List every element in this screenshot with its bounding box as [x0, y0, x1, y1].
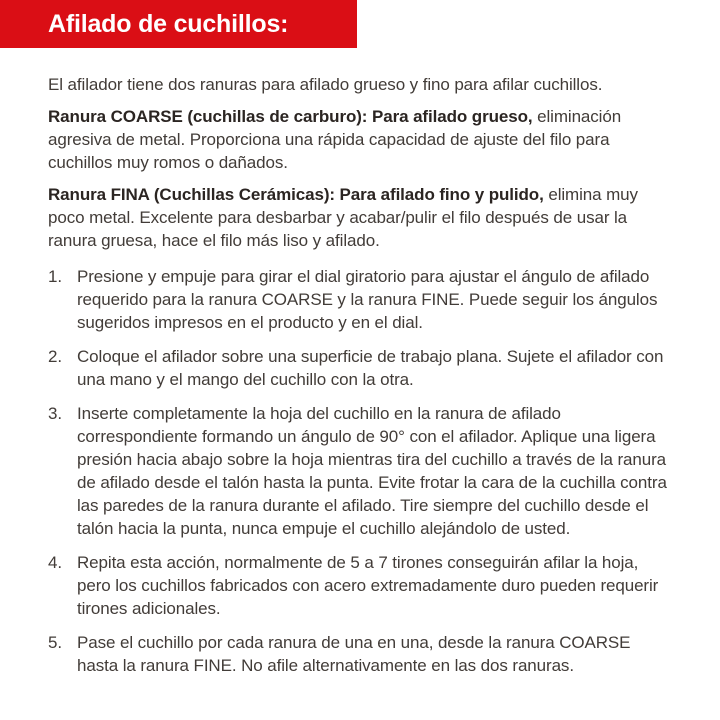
fine-slot-lead: Ranura FINA (Cuchillas Cerámicas): Para afilado fino y pulido,	[48, 185, 544, 204]
step-number: 5.	[48, 633, 62, 652]
step-text: Repita esta acción, normalmente de 5 a 7 tirones conseguirán afilar la hoja, pero los cuchillos fabricados con acero extremadamente duro pueden requerir tirones adicionales.	[77, 553, 659, 618]
step-number: 3.	[48, 404, 62, 423]
section-header-banner	[0, 0, 357, 48]
step-text: Inserte completamente la hoja del cuchillo en la ranura de afilado correspondiente formando un ángulo de 90° con el afilador. Aplique una ligera presión hacia abajo sobre la hoja mientras tira del cuchillo a través de la ranura de afilado desde el talón hasta la punta. Evite frotar la cara de la cuchilla contra las paredes de la ranura durante el afilado. Tire siempre del cuchillo desde el talón hacia la punta, nunca empuje el cuchillo alejándolo de usted.	[77, 404, 667, 538]
step-item-5	[48, 631, 674, 677]
step-item-4	[48, 551, 674, 620]
fine-slot-body: elimina muy poco metal. Excelente para desbarbar y acabar/pulir el filo después de usar la ranura gruesa, hace el filo más liso y afilado.	[48, 185, 638, 250]
coarse-slot-paragraph	[48, 105, 674, 174]
step-text: Coloque el afilador sobre una superficie de trabajo plana. Sujete el afilador con una mano y el mango del cuchillo con la otra.	[77, 347, 664, 389]
step-text: Presione y empuje para girar el dial giratorio para ajustar el ángulo de afilado requerido para la ranura COARSE y la ranura FINE. Puede seguir los ángulos sugeridos impresos en el producto y en el dial.	[77, 267, 658, 332]
page-title: Afilado de cuchillos:	[48, 9, 289, 38]
steps-list	[48, 265, 674, 677]
step-number: 2.	[48, 347, 62, 366]
fine-slot-paragraph	[48, 183, 674, 252]
content-area	[0, 48, 720, 677]
step-text: Pase el cuchillo por cada ranura de una en una, desde la ranura COARSE hasta la ranura FINE. No afile alternativamente en las dos ranuras.	[77, 633, 631, 675]
coarse-slot-body: eliminación agresiva de metal. Proporciona una rápida capacidad de ajuste del filo para cuchillos muy romos o dañados.	[48, 107, 622, 172]
step-item-3	[48, 402, 674, 540]
step-item-1	[48, 265, 674, 334]
step-number: 1.	[48, 267, 62, 286]
step-number: 4.	[48, 553, 62, 572]
step-item-2	[48, 345, 674, 391]
coarse-slot-lead: Ranura COARSE (cuchillas de carburo): Para afilado grueso,	[48, 107, 533, 126]
intro-paragraph: El afilador tiene dos ranuras para afilado grueso y fino para afilar cuchillos.	[48, 75, 603, 94]
